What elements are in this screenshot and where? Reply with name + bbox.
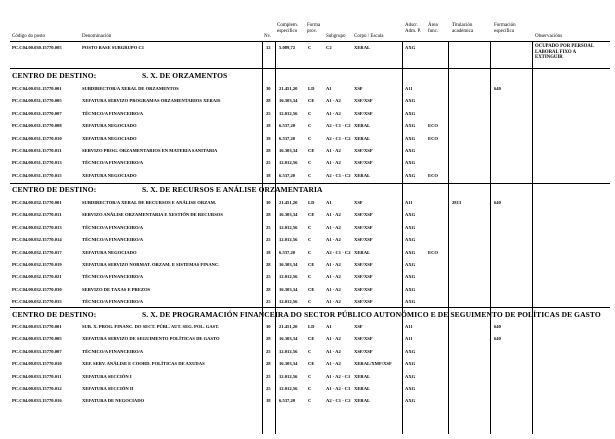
header-level: Nv. — [264, 34, 272, 39]
cell-complement: 16.303,34 — [279, 286, 298, 292]
header-training: Formación específica — [494, 23, 516, 34]
cell-corps: XSF — [354, 200, 363, 205]
table-row — [0, 250, 615, 263]
cell-level: 25 — [266, 348, 271, 354]
cell-code: PC.C04.00.031.15770.015 — [12, 172, 62, 178]
section-header — [12, 71, 227, 80]
cell-complement: 12.012,56 — [279, 373, 298, 379]
cell-complement: 5.089,72 — [279, 45, 296, 50]
cell-name: XEFATURA NEGOCIADO — [82, 249, 137, 255]
table-row — [0, 386, 615, 399]
cell-training: 640 — [494, 86, 501, 91]
cell-name: XEF. SERV. ANÁLISE E COORD. POLÍTICAS DE AXUDAS — [82, 361, 205, 367]
cell-subgroup: A1 - A2 — [326, 212, 341, 218]
cell-complement: 12.012,56 — [279, 160, 298, 166]
header-degree: Titulación académica — [452, 23, 474, 34]
cell-name: SERVIZO PROG. ORZAMENTARIOS EN MATERIA SANITARIA — [82, 148, 218, 153]
cell-subgroup: A1 - A2 — [326, 299, 341, 305]
cell-code: PC.C04.00.031.15770.010 — [12, 135, 62, 141]
table-row — [0, 237, 615, 250]
table-row — [0, 374, 615, 387]
cell-subgroup: A1 — [326, 86, 332, 91]
cell-adscr: AXG — [405, 45, 416, 50]
cell-subgroup: A1 — [326, 324, 332, 329]
header-code: Código do posto — [12, 34, 46, 39]
cell-complement: 12.012,56 — [279, 274, 298, 280]
table-row — [0, 287, 615, 300]
cell-code: PC.C04.00.032.15770.030 — [12, 286, 62, 292]
cell-form: C — [308, 348, 312, 354]
cell-name: TÉCNICO/A FINANCEIRO/A — [82, 237, 144, 243]
cell-corps: XERAL — [354, 172, 371, 178]
cell-code: PC.C04.00.032.15770.013 — [12, 224, 62, 230]
cell-name: SUB. X. PROG. FINANC. DO SECT. PÚBL. AUT. SEG. POL. GAST. — [82, 324, 220, 329]
cell-code: PC.C04.00.033.15770.001 — [12, 324, 62, 329]
cell-level: 18 — [266, 172, 271, 178]
header-name: Denominación — [82, 34, 112, 39]
cell-code: PC.C04.00.032.15770.001 — [12, 200, 62, 205]
cell-adscr: AXG — [405, 262, 416, 267]
cell-area: ECO — [428, 135, 438, 141]
table-row — [0, 274, 615, 287]
cell-complement: 16.303,34 — [279, 262, 298, 267]
cell-code: PC.C04.00.030.15770.005 — [12, 45, 62, 50]
section-label: CENTRO DE DESTINO: — [12, 185, 97, 194]
cell-level: 18 — [266, 249, 271, 255]
cell-adscr: AXG — [405, 373, 416, 379]
header-subgroup: Subgrupo — [326, 34, 346, 39]
cell-level: 25 — [266, 274, 271, 280]
cell-code: PC.C04.00.031.15770.011 — [12, 148, 62, 153]
cell-level: 25 — [266, 299, 271, 305]
cell-training: 640 — [494, 200, 501, 205]
cell-form: CE — [308, 212, 315, 218]
cell-corps: XSF/XSF — [354, 98, 373, 104]
section-header — [12, 185, 323, 194]
cell-level: 25 — [266, 373, 271, 379]
cell-training: 640 — [494, 336, 501, 342]
cell-complement: 12.012,56 — [279, 386, 298, 391]
cell-form: LD — [308, 86, 315, 91]
cell-level: 28 — [266, 286, 271, 292]
cell-level: 30 — [266, 200, 271, 205]
cell-corps: XSF/XSF — [354, 274, 373, 280]
cell-name: XEFATURA SERVIZO PROGRAMAS ORZAMENTARIOS XERAIS — [82, 98, 221, 104]
cell-form: C — [308, 160, 312, 166]
cell-subgroup: A1 - A2 — [326, 148, 341, 153]
cell-degree: 2813 — [452, 200, 462, 205]
cell-complement: 6.537,20 — [279, 135, 296, 141]
cell-complement: 12.012,56 — [279, 299, 298, 305]
cell-code: PC.C04.00.031.15770.007 — [12, 110, 62, 116]
section-label: CENTRO DE DESTINO: — [12, 71, 97, 80]
cell-level: 28 — [266, 148, 271, 153]
cell-form: C — [308, 249, 312, 255]
cell-code: PC.C04.00.031.15770.001 — [12, 86, 62, 91]
section-label: CENTRO DE DESTINO: — [12, 310, 97, 319]
cell-subgroup: A1 - A2 — [326, 237, 341, 243]
cell-name: SERVIZO DE TAXAS E PREZOS — [82, 286, 151, 292]
cell-level: 25 — [266, 386, 271, 391]
table-row — [0, 148, 615, 161]
cell-corps: XSF/XSF — [354, 336, 373, 342]
cell-subgroup: A1 - A2 — [326, 348, 341, 354]
cell-level: 12 — [266, 45, 271, 50]
cell-code: PC.C04.00.032.15770.021 — [12, 274, 62, 280]
cell-level: 28 — [266, 98, 271, 104]
cell-complement: 12.012,56 — [279, 237, 298, 243]
cell-level: 28 — [266, 336, 271, 342]
cell-form: C — [308, 45, 312, 50]
cell-complement: 21.451,20 — [279, 86, 298, 91]
cell-subgroup: A2 - C1 - C2 — [326, 398, 351, 404]
cell-form: C — [308, 299, 312, 305]
cell-corps: XERAL/XMF/XSF — [354, 361, 392, 367]
cell-form: CE — [308, 262, 315, 267]
cell-corps: XERAL — [354, 45, 371, 50]
cell-form: LD — [308, 324, 315, 329]
cell-area: ECO — [428, 172, 438, 178]
cell-adscr: AXG — [405, 212, 416, 218]
cell-adscr: AXG — [405, 286, 416, 292]
cell-form: C — [308, 398, 312, 404]
cell-form: LD — [308, 200, 315, 205]
cell-adscr: AXG — [405, 135, 416, 141]
cell-subgroup: A1 - A2 — [326, 110, 341, 116]
cell-name: XEFATURA SERVIZO DE SEGUIMENTO POLÍTICAS DE GASTO — [82, 336, 220, 342]
cell-area: ECO — [428, 249, 438, 255]
cell-form: CE — [308, 336, 315, 342]
header-adscr: Adscr. Adm. P. — [405, 23, 421, 34]
cell-notes: OCUPADO POR PERSOAL LABORAL FIXO A EXTINGUIR — [535, 44, 595, 61]
cell-subgroup: A2 - C1 - C2 — [326, 135, 351, 141]
cell-subgroup: A1 - A2 — [326, 160, 341, 166]
cell-corps: XSF/XSF — [354, 237, 373, 243]
cell-form: C — [308, 373, 312, 379]
cell-code: PC.C04.00.032.15770.019 — [12, 262, 62, 267]
cell-code: PC.C04.00.033.15770.005 — [12, 336, 62, 342]
cell-complement: 12.012,56 — [279, 348, 298, 354]
section-title: S. X. DE PROGRAMACIÓN FINANCEIRA DO SECTOR PÚBLICO AUTONÓMICO E DE SEGUIMENTO DE POLÍTICAS DE GASTO — [142, 310, 601, 319]
cell-adscr: AXG — [405, 123, 416, 129]
cell-corps: XSF/XSF — [354, 299, 373, 305]
cell-complement: 6.537,20 — [279, 249, 296, 255]
cell-name: SERVIZO ANÁLISE ORZAMENTARIA E XESTIÓN DE RECURSOS — [82, 212, 223, 218]
cell-level: 25 — [266, 224, 271, 230]
cell-form: C — [308, 224, 312, 230]
header-area: Área func. — [428, 23, 439, 34]
cell-name: SUBDIRECTOR/A XERAL DE ORZAMENTOS — [82, 86, 179, 91]
cell-level: 30 — [266, 324, 271, 329]
cell-corps: XSF/XSF — [354, 148, 373, 153]
cell-level: 25 — [266, 160, 271, 166]
cell-subgroup: A1 - A2 — [326, 262, 341, 267]
table-row — [0, 324, 615, 337]
cell-adscr: AXG — [405, 110, 416, 116]
cell-corps: XERAL — [354, 398, 371, 404]
cell-complement: 16.303,34 — [279, 361, 298, 367]
cell-code: PC.C04.00.032.15770.011 — [12, 212, 62, 218]
cell-adscr: A11 — [405, 86, 413, 91]
cell-name: TÉCNICO/A FINANCEIRO/A — [82, 274, 144, 280]
cell-subgroup: A1 - A2 - C1 — [326, 386, 351, 391]
table-row — [0, 225, 615, 238]
cell-name: TÉCNICO/A FINANCEIRO/A — [82, 110, 144, 116]
cell-adscr: A11 — [405, 324, 413, 329]
table-row — [0, 111, 615, 124]
table-row — [0, 86, 615, 99]
cell-subgroup: A1 - A2 — [326, 336, 341, 342]
cell-corps: XSF/XSF — [354, 286, 373, 292]
cell-code: PC.C04.00.031.15770.013 — [12, 160, 62, 166]
cell-adscr: AXG — [405, 274, 416, 280]
cell-code: PC.C04.00.032.15770.014 — [12, 237, 62, 243]
cell-code: PC.C04.00.033.15770.007 — [12, 348, 62, 354]
cell-code: PC.C04.00.033.15770.011 — [12, 373, 62, 379]
cell-adscr: AXG — [405, 361, 416, 367]
header-rule — [10, 41, 610, 42]
cell-corps: XERAL — [354, 373, 371, 379]
cell-level: 30 — [266, 86, 271, 91]
cell-name: TÉCNICO/A FINANCEIRO/A — [82, 299, 144, 305]
cell-code: PC.C04.00.031.15770.005 — [12, 98, 62, 104]
cell-corps: XERAL — [354, 386, 371, 391]
cell-form: C — [308, 135, 312, 141]
cell-name: TÉCNICO/A FINANCEIRO/A — [82, 348, 144, 354]
table-row — [0, 160, 615, 173]
cell-name: SUBDIRECTOR/A XERAL DE RECURSOS E ANÁLISE ORZAM. — [82, 200, 217, 205]
cell-name: XEFATURA NEGOCIADO — [82, 172, 137, 178]
cell-name: XEFATURA SECCIÓN II — [82, 386, 134, 391]
cell-adscr: A11 — [405, 336, 413, 342]
cell-subgroup: A2 - C1 - C2 — [326, 123, 351, 129]
cell-corps: XSF/XSF — [354, 110, 373, 116]
cell-subgroup: A1 - A2 — [326, 224, 341, 230]
table-row — [0, 200, 615, 213]
cell-form: C — [308, 274, 312, 280]
cell-subgroup: A1 - A2 - C1 — [326, 373, 351, 379]
cell-code: PC.C04.00.032.15770.035 — [12, 299, 62, 305]
cell-adscr: AXG — [405, 172, 416, 178]
cell-adscr: AXG — [405, 98, 416, 104]
section-title: S. X. DE RECURSOS E ANÁLISE ORZAMENTARIA — [142, 185, 323, 194]
table-row — [0, 262, 615, 275]
section-header — [12, 310, 601, 319]
cell-subgroup: C2 — [326, 45, 332, 50]
cell-level: 28 — [266, 361, 271, 367]
cell-subgroup: A1 - A2 — [326, 98, 341, 104]
cell-adscr: AXG — [405, 148, 416, 153]
table-row — [0, 123, 615, 136]
cell-code: PC.C04.00.033.15770.012 — [12, 386, 62, 391]
cell-form: C — [308, 237, 312, 243]
cell-form: C — [308, 123, 312, 129]
table-row — [0, 361, 615, 374]
cell-complement: 16.303,34 — [279, 336, 298, 342]
table-row — [0, 349, 615, 362]
section-rule — [10, 307, 610, 308]
cell-level: 25 — [266, 110, 271, 116]
cell-adscr: AXG — [405, 237, 416, 243]
cell-complement: 12.012,56 — [279, 110, 298, 116]
cell-corps: XSF/XSF — [354, 348, 373, 354]
cell-code: PC.C04.00.033.15770.010 — [12, 361, 62, 367]
cell-form: CE — [308, 286, 315, 292]
cell-name: TÉCNICO/A FINANCEIRO/A — [82, 224, 144, 230]
cell-corps: XERAL — [354, 123, 371, 129]
cell-adscr: AXG — [405, 348, 416, 354]
cell-level: 25 — [266, 237, 271, 243]
cell-adscr: AXG — [405, 160, 416, 166]
cell-subgroup: A1 - A2 — [326, 274, 341, 280]
header-complement: Complem. específico — [277, 23, 298, 34]
cell-name: XEFATURA NEGOCIADO — [82, 123, 137, 129]
cell-subgroup: A2 - C1 - C2 — [326, 172, 351, 178]
section-rule — [10, 183, 610, 184]
cell-corps: XSF — [354, 86, 363, 91]
cell-name: XEFATURA DE NEGOCIADO — [82, 398, 145, 404]
section-title: S. X. DE ORZAMENTOS — [142, 71, 228, 80]
cell-subgroup: A1 - A2 — [326, 286, 341, 292]
header-corps: Corpo / Escala — [354, 34, 384, 39]
cell-level: 18 — [266, 123, 271, 129]
cell-complement: 21.451,20 — [279, 200, 298, 205]
table-row — [0, 336, 615, 349]
cell-corps: XERAL — [354, 249, 371, 255]
cell-subgroup: A1 — [326, 200, 332, 205]
table-row — [0, 45, 615, 58]
cell-level: 28 — [266, 262, 271, 267]
cell-form: CE — [308, 98, 315, 104]
cell-corps: XSF/XSF — [354, 212, 373, 218]
cell-name: XEFATURA SECCIÓN I — [82, 373, 132, 379]
cell-code: PC.C04.00.033.15770.016 — [12, 398, 62, 404]
cell-code: PC.C04.00.032.15770.017 — [12, 249, 62, 255]
cell-form: C — [308, 172, 312, 178]
table-row — [0, 398, 615, 411]
cell-area: ECO — [428, 123, 438, 129]
cell-corps: XSF/XSF — [354, 224, 373, 230]
cell-subgroup: A2 - C1 - C2 — [326, 249, 351, 255]
cell-adscr: A11 — [405, 200, 413, 205]
cell-corps: XSF/XSF — [354, 160, 373, 166]
cell-form: C — [308, 110, 312, 116]
cell-form: CE — [308, 361, 315, 367]
cell-name: TÉCNICO/A FINANCEIRO/A — [82, 160, 144, 166]
cell-name: XEFATURA NEGOCIADO — [82, 135, 137, 141]
cell-corps: XSF/XSF — [354, 262, 373, 267]
cell-name: POSTO BASE SUBGRUPO C1 — [82, 45, 145, 50]
cell-complement: 21.451,20 — [279, 324, 298, 329]
table-row — [0, 212, 615, 225]
cell-complement: 16.303,34 — [279, 212, 298, 218]
cell-complement: 6.537,20 — [279, 123, 296, 129]
cell-adscr: AXG — [405, 249, 416, 255]
header-notes: Observacións — [535, 34, 563, 39]
table-row — [0, 136, 615, 149]
table-row — [0, 98, 615, 111]
cell-form: CE — [308, 148, 315, 153]
section-rule — [10, 68, 610, 69]
cell-adscr: AXG — [405, 224, 416, 230]
cell-name: XEFATURA SERVIZO NORMAT. ORZAM. E SISTEMAS FINANC. — [82, 262, 220, 267]
cell-level: 28 — [266, 212, 271, 218]
cell-subgroup: A1 - A2 — [326, 361, 341, 367]
cell-adscr: AXG — [405, 299, 416, 305]
cell-complement: 6.537,20 — [279, 172, 296, 178]
cell-complement: 12.012,56 — [279, 224, 298, 230]
cell-complement: 16.303,34 — [279, 98, 298, 104]
cell-form: C — [308, 386, 312, 391]
cell-level: 18 — [266, 398, 271, 404]
cell-corps: XSF — [354, 324, 363, 329]
cell-adscr: AXG — [405, 386, 416, 391]
cell-level: 18 — [266, 135, 271, 141]
cell-adscr: AXG — [405, 398, 416, 404]
cell-complement: 6.537,20 — [279, 398, 296, 404]
header-form-prov: Forma prov. — [307, 23, 321, 34]
cell-code: PC.C04.00.031.15770.008 — [12, 123, 62, 129]
cell-training: 640 — [494, 324, 501, 329]
cell-corps: XERAL — [354, 135, 371, 141]
cell-complement: 16.303,34 — [279, 148, 298, 153]
